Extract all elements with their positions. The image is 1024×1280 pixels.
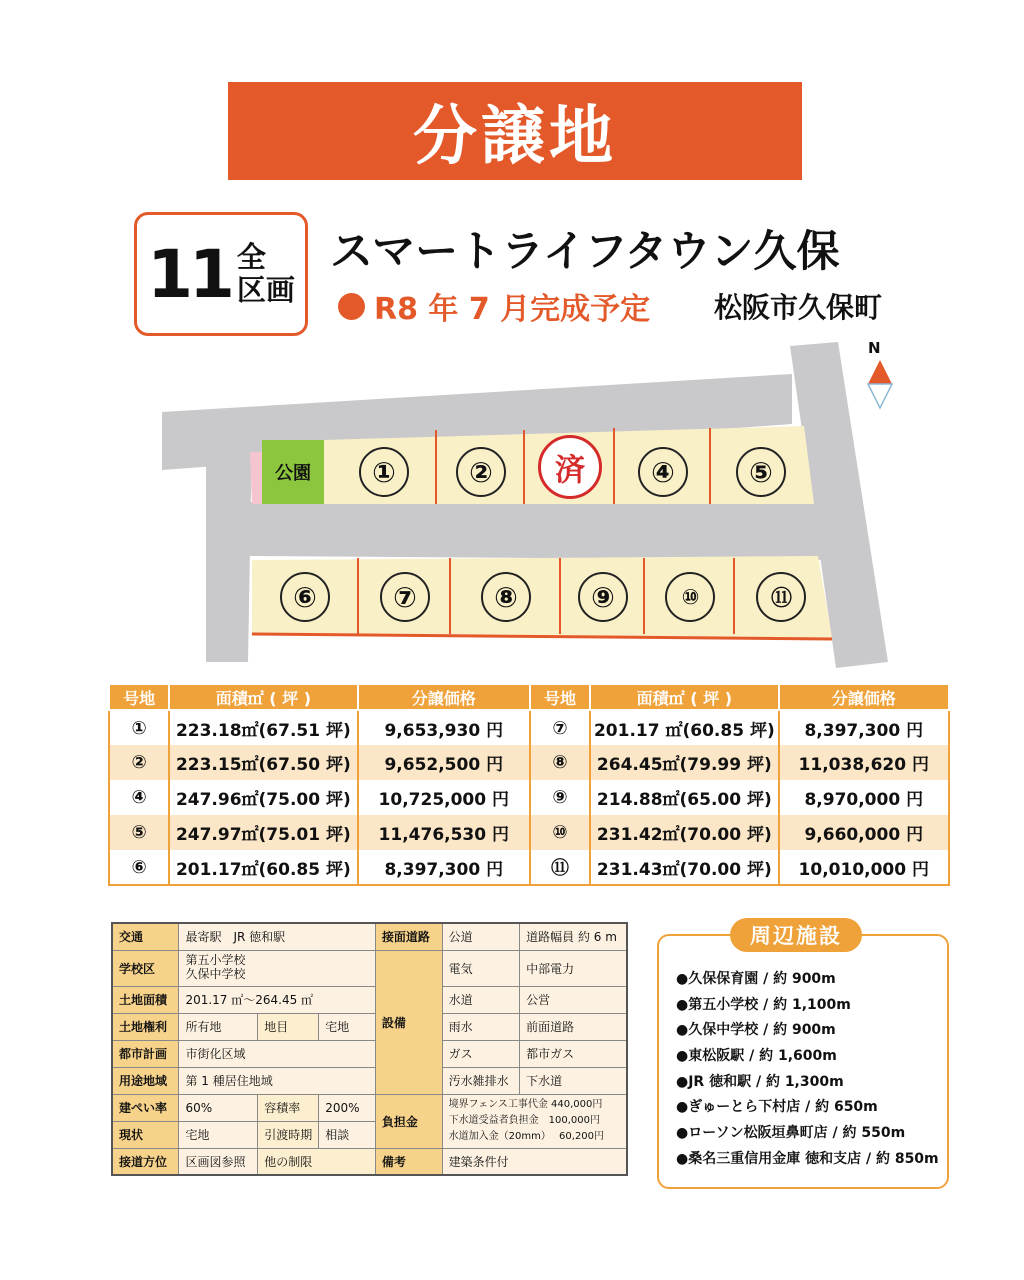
spec-value: 60%: [179, 1094, 258, 1121]
lot-11[interactable]: [736, 564, 826, 630]
spec-label: 都市計画: [112, 1040, 179, 1067]
spec-value: [442, 1094, 627, 1148]
spec-value: 201.17 ㎡～264.45 ㎡: [179, 986, 375, 1013]
project-location: 松阪市久保町: [714, 291, 883, 324]
spec-value: 都市ガス: [520, 1040, 627, 1067]
area-cell: 264.45㎡(79.99 坪): [590, 745, 778, 780]
spec-label: 負担金: [375, 1094, 442, 1148]
lot-number: ④: [638, 447, 688, 497]
price-cell: 8,397,300 円: [358, 850, 530, 885]
lot-cell: ①: [109, 710, 169, 745]
lot-9[interactable]: [562, 564, 644, 630]
lot-number: ①: [359, 447, 409, 497]
nearby-facilities-list: [676, 968, 939, 1174]
area-cell: 247.96㎡(75.00 坪): [169, 780, 357, 815]
lot-number: ⑨: [578, 572, 628, 622]
lot-number: ⑤: [736, 447, 786, 497]
spec-label: 学校区: [112, 950, 179, 986]
spec-row: [112, 1148, 627, 1175]
spec-label: 土地面積: [112, 986, 179, 1013]
list-item: ●桑名三重信用金庫 徳和支店 / 約 850m: [676, 1150, 939, 1167]
school-junior: 久保中学校: [185, 967, 246, 981]
list-item: ●久保中学校 / 約 900m: [676, 1022, 836, 1039]
page-banner-title: 分譲地: [228, 82, 802, 180]
completion-schedule: R8 年 7 月完成予定: [374, 292, 651, 327]
table-row: [109, 710, 949, 745]
spec-row: [112, 923, 627, 950]
header-lot: 号地: [109, 684, 169, 710]
spec-label: 雨水: [442, 1013, 519, 1040]
lot-4[interactable]: [616, 440, 710, 504]
burden-item: 下水道受益者負担金 100,000円: [448, 1115, 601, 1126]
lot-7[interactable]: [360, 564, 450, 630]
price-cell: 8,970,000 円: [779, 780, 949, 815]
lot-number: ⑧: [481, 572, 531, 622]
spec-value: 中部電力: [520, 950, 627, 986]
header-lot: 号地: [530, 684, 590, 710]
property-spec-table: [111, 922, 628, 1176]
lot-3-sold[interactable]: [526, 430, 614, 504]
spec-value: 宅地: [319, 1013, 376, 1040]
price-cell: 9,653,930 円: [358, 710, 530, 745]
price-cell: 11,476,530 円: [358, 815, 530, 850]
spec-value: 相談: [319, 1121, 376, 1148]
lot-cell: ④: [109, 780, 169, 815]
spec-label: 水道: [442, 986, 519, 1013]
price-table-header: [109, 684, 949, 710]
nearby-facilities-title: 周辺施設: [730, 918, 862, 952]
spec-row: [112, 1094, 627, 1121]
road-width-value: 約 6 m: [577, 930, 617, 945]
area-cell: 214.88㎡(65.00 坪): [590, 780, 778, 815]
spec-value: 宅地: [179, 1121, 258, 1148]
spec-value: 建築条件付: [442, 1148, 627, 1175]
lot-cell: ⑨: [530, 780, 590, 815]
spec-label: 交通: [112, 923, 179, 950]
spec-value: 公営: [520, 986, 627, 1013]
header-price: 分譲価格: [779, 684, 949, 710]
spec-label: 接道方位: [112, 1148, 179, 1175]
spec-label: 設備: [375, 950, 442, 1094]
area-cell: 231.42㎡(70.00 坪): [590, 815, 778, 850]
price-cell: 10,725,000 円: [358, 780, 530, 815]
lot-number: ②: [456, 447, 506, 497]
table-row: [109, 745, 949, 780]
lot-number: ⑪: [756, 572, 806, 622]
lot-10[interactable]: [646, 564, 734, 630]
lot-cell: ⑧: [530, 745, 590, 780]
spec-label: 引渡時期: [258, 1121, 319, 1148]
header-area: 面積㎡ ( 坪 ): [169, 684, 357, 710]
lot-cell: ⑩: [530, 815, 590, 850]
list-item: ●JR 徳和駅 / 約 1,300m: [676, 1073, 844, 1090]
lot-count-number: 11: [147, 235, 231, 313]
spec-label: 建ぺい率: [112, 1094, 179, 1121]
spec-value: 所有地: [179, 1013, 258, 1040]
lot-1[interactable]: [334, 440, 434, 504]
price-cell: 9,652,500 円: [358, 745, 530, 780]
spec-value: 最寄駅 JR 徳和駅: [179, 923, 375, 950]
spec-row: [112, 1013, 627, 1040]
spec-row: [112, 1067, 627, 1094]
price-table: [108, 683, 950, 886]
spec-label: 土地権利: [112, 1013, 179, 1040]
lot-cell: ⑥: [109, 850, 169, 885]
spec-row: [112, 986, 627, 1013]
spec-label: ガス: [442, 1040, 519, 1067]
burden-item: 水道加入金（20mm） 60,200円: [448, 1131, 605, 1142]
lot-5[interactable]: [712, 440, 810, 504]
spec-label: 用途地域: [112, 1067, 179, 1094]
price-cell: 9,660,000 円: [779, 815, 949, 850]
spec-label: 備考: [375, 1148, 442, 1175]
spec-value: 下水道: [520, 1067, 627, 1094]
park-plot: [262, 440, 324, 504]
lot-number: ⑩: [665, 572, 715, 622]
spec-value: [179, 950, 375, 986]
lot-count-label: [237, 241, 295, 308]
spec-value: 200%: [319, 1094, 376, 1121]
road-width-label: 道路幅員: [526, 930, 575, 945]
area-cell: 201.17㎡(60.85 坪): [169, 850, 357, 885]
area-cell: 201.17 ㎡(60.85 坪): [590, 710, 778, 745]
list-item: ●久保保育園 / 約 900m: [676, 971, 836, 987]
spec-row: [112, 950, 627, 986]
north-label: N: [868, 339, 881, 357]
price-cell: 11,038,620 円: [779, 745, 949, 780]
north-arrow-icon: [868, 360, 892, 408]
header-price: 分譲価格: [358, 684, 530, 710]
spec-label: 汚水雑排水: [442, 1067, 519, 1094]
list-item: ●ローソン松阪垣鼻町店 / 約 550m: [676, 1125, 906, 1142]
spec-value: [520, 923, 627, 950]
spec-value: 公道: [442, 923, 519, 950]
spec-value: 市街化区域: [179, 1040, 375, 1067]
list-item: ●第五小学校 / 約 1,100m: [676, 996, 851, 1013]
table-row: [109, 815, 949, 850]
list-item: ●ぎゅーとら下村店 / 約 650m: [676, 1099, 878, 1116]
lot-count-label-bottom: 区画: [236, 273, 295, 307]
school-primary: 第五小学校: [185, 953, 246, 968]
header-area: 面積㎡ ( 坪 ): [590, 684, 778, 710]
lot-2[interactable]: [438, 440, 524, 504]
table-row: [109, 850, 949, 885]
project-name: スマートライフタウン久保: [330, 227, 840, 277]
lot-count-box: [134, 212, 308, 336]
spec-label: 電気: [442, 950, 519, 986]
price-cell: 8,397,300 円: [779, 710, 949, 745]
list-item: ●東松阪駅 / 約 1,600m: [676, 1048, 837, 1065]
lot-cell: ②: [109, 745, 169, 780]
price-cell: 10,010,000 円: [779, 850, 949, 885]
spec-value: 第 1 種居住地域: [179, 1067, 375, 1094]
spec-label: 接面道路: [375, 923, 442, 950]
boundary-strip: [250, 452, 262, 504]
burden-item: 境界フェンス工事代金 440,000円: [448, 1099, 603, 1110]
spec-value: 前面道路: [520, 1013, 627, 1040]
area-cell: 247.97㎡(75.01 坪): [169, 815, 357, 850]
lot-cell: ⑦: [530, 710, 590, 745]
schedule-bullet-icon: [338, 293, 365, 320]
park-label: 公園: [275, 463, 311, 484]
sold-stamp: 済: [538, 435, 602, 499]
area-cell: 223.18㎡(67.51 坪): [169, 710, 357, 745]
spec-label: 容積率: [258, 1094, 319, 1121]
lot-6[interactable]: [252, 564, 358, 630]
lot-cell: ⑪: [530, 850, 590, 885]
lot-count-label-top: 全: [236, 239, 266, 274]
spec-value: 区画図参照: [179, 1148, 258, 1175]
spec-label: 他の制限: [258, 1148, 376, 1175]
lot-8[interactable]: [452, 564, 560, 630]
area-cell: 231.43㎡(70.00 坪): [590, 850, 778, 885]
lot-cell: ⑤: [109, 815, 169, 850]
spec-row: [112, 1040, 627, 1067]
area-cell: 223.15㎡(67.50 坪): [169, 745, 357, 780]
lot-number: ⑦: [380, 572, 430, 622]
spec-label: 現状: [112, 1121, 179, 1148]
spec-label: 地目: [258, 1013, 319, 1040]
table-row: [109, 780, 949, 815]
site-map: [0, 330, 1024, 690]
lot-number: ⑥: [280, 572, 330, 622]
